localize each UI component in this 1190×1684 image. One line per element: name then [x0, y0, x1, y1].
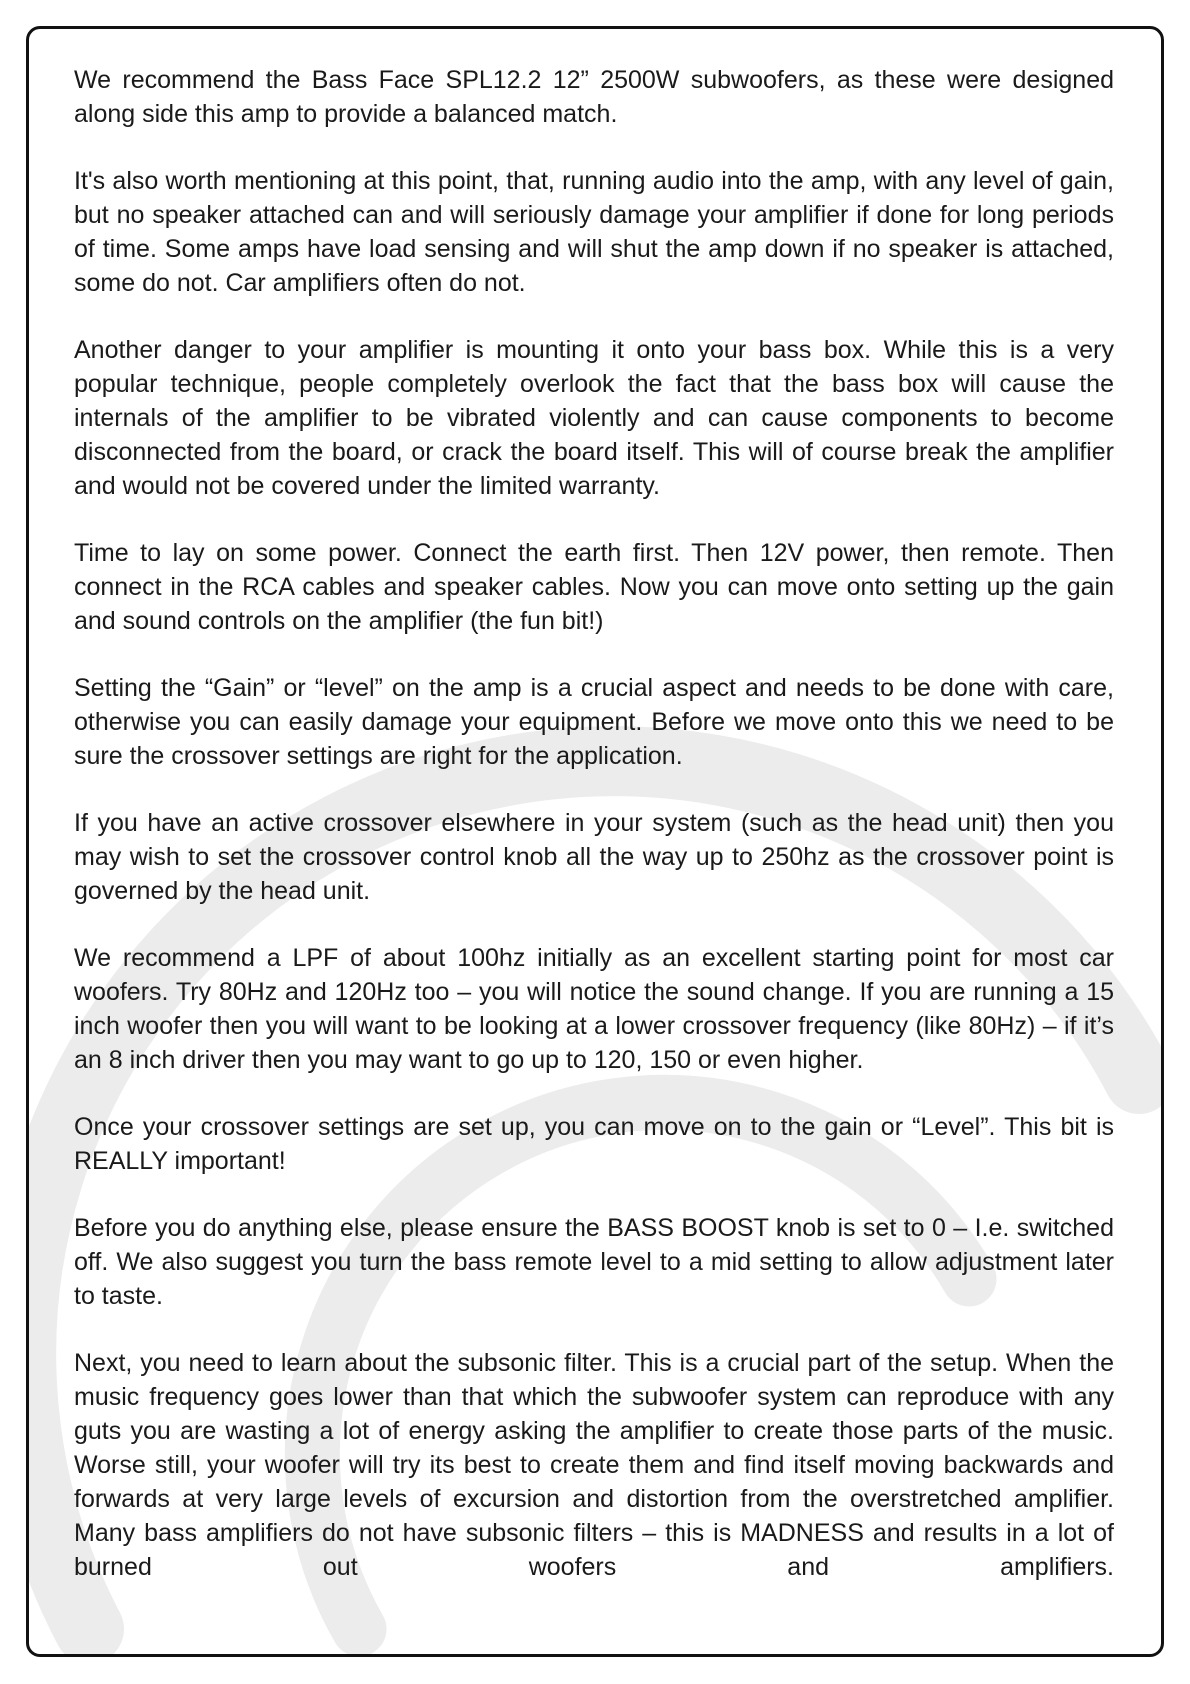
page-frame [26, 26, 1164, 1657]
paragraph-no-speaker-warning: It's also worth mentioning at this point, that, running audio into the amp, with any level of gain, but no speaker attached can and will seriously damage your amplifier if done for long periods of time. Some amps have load sensing and will shut the amp down if no speaker is attached, some do not. Car amplifiers often do not. [74, 167, 1114, 297]
paragraph-recommend-subwoofers: We recommend the Bass Face SPL12.2 12” 2500W subwoofers, as these were designed along side this amp to provide a balanced match. [74, 66, 1114, 128]
paragraph-bass-boost: Before you do anything else, please ensure the BASS BOOST knob is set to 0 – I.e. switched off. We also suggest you turn the bass remote level to a mid setting to allow adjustment later to taste. [74, 1214, 1114, 1310]
paragraph-subsonic-filter: Next, you need to learn about the subsonic filter. This is a crucial part of the setup. When the music frequency goes lower than that which the subwoofer system can reproduce with any guts you are wasting a lot of energy asking the amplifier to create those parts of the music. Worse still, your woofer will try its best to create them and find itself moving backwards and forwards at very large levels of excursion and distortion from the overstretched amplifier. Many bass amplifiers do not have subsonic filters – this is MADNESS and results in a lot of burned out woofers and amplifiers. [74, 1349, 1114, 1581]
manual-text [74, 63, 1114, 1617]
paragraph-lpf-recommendation: We recommend a LPF of about 100hz initially as an excellent starting point for most car woofers. Try 80Hz and 120Hz too – you will notice the sound change. If you are running a 15 inch woofer then you will want to be looking at a lower crossover frequency (like 80Hz) – if it’s an 8 inch driver then you may want to go up to 120, 150 or even higher. [74, 944, 1114, 1074]
paragraph-crossover-set: Once your crossover settings are set up, you can move on to the gain or “Level”. This bit is REALLY important! [74, 1113, 1114, 1175]
paragraph-gain-setting: Setting the “Gain” or “level” on the amp is a crucial aspect and needs to be done with care, otherwise you can easily damage your equipment. Before we move onto this we need to be sure the crossover settings are right for the application. [74, 674, 1114, 770]
paragraph-power-connection: Time to lay on some power. Connect the earth first. Then 12V power, then remote. Then connect in the RCA cables and speaker cables. Now you can move onto setting up the gain and sound controls on the amplifier (the fun bit!) [74, 539, 1114, 635]
paragraph-mounting-danger: Another danger to your amplifier is mounting it onto your bass box. While this is a very popular technique, people completely overlook the fact that the bass box will cause the internals of the amplifier to be vibrated violently and can cause components to become disconnected from the board, or crack the board itself. This will of course break the amplifier and would not be covered under the limited warranty. [74, 336, 1114, 500]
paragraph-active-crossover: If you have an active crossover elsewhere in your system (such as the head unit) then you may wish to set the crossover control knob all the way up to 250hz as the crossover point is governed by the head unit. [74, 809, 1114, 905]
